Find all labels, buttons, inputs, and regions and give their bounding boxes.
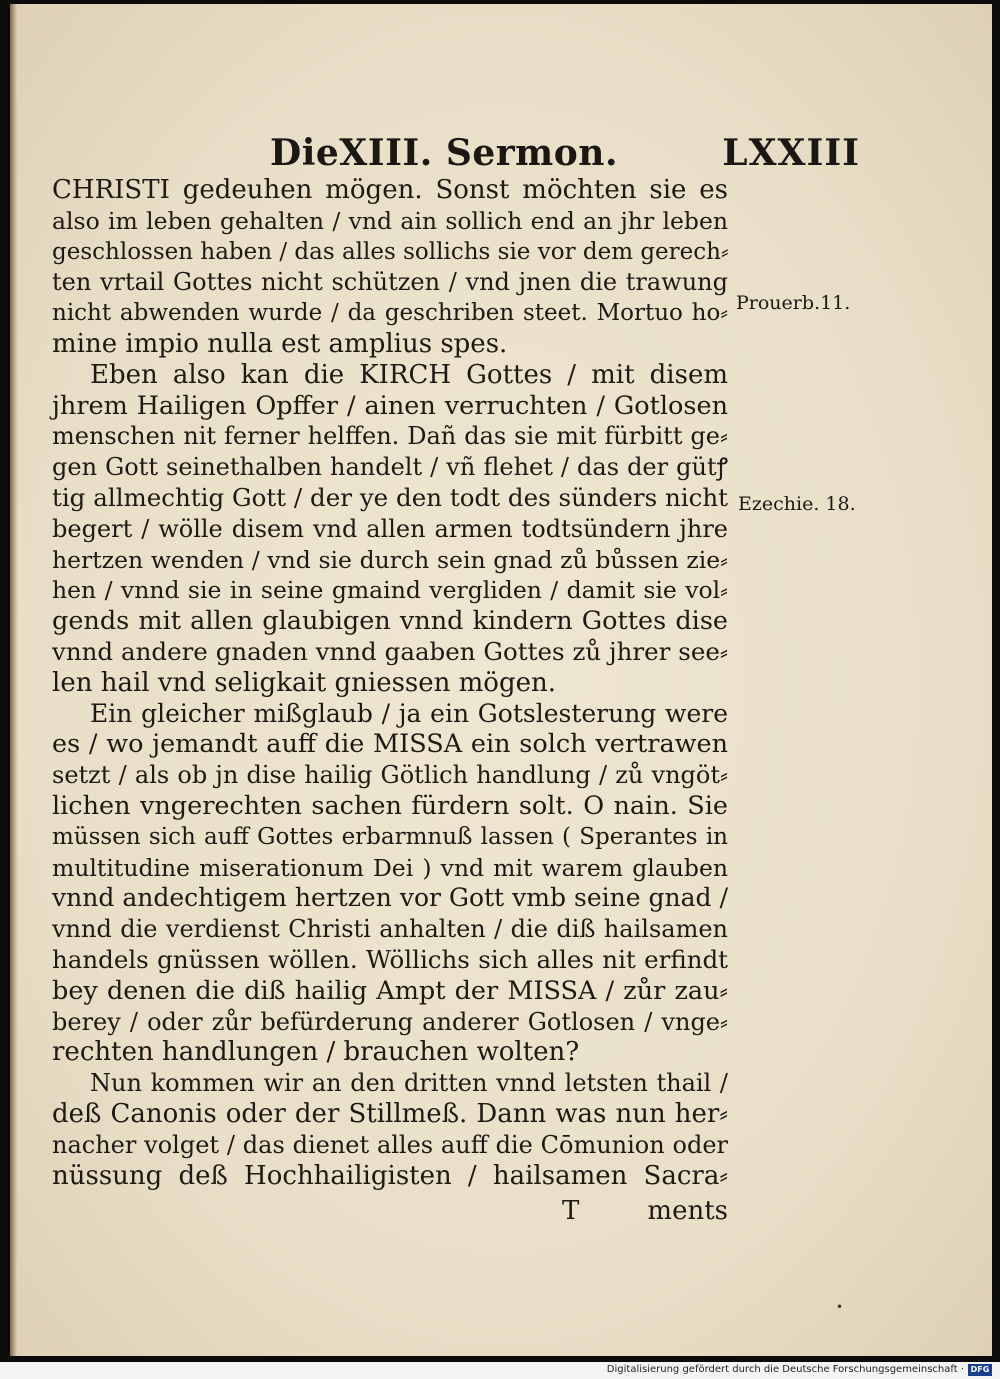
- text-line: begert / wölle disem vnd allen armen todtsündern jhre: [52, 514, 728, 543]
- text-line: mine impio nulla est amplius spes.: [52, 328, 508, 359]
- text-line: lichen vngerechten sachen fürdern solt. O nain. Sie: [52, 790, 728, 821]
- text-line: rechten handlungen / brauchen wolten?: [52, 1037, 580, 1068]
- text-line: müssen sich auff Gottes erbarmnuß lassen ( Sperantes in: [52, 823, 728, 850]
- catchword: ments: [647, 1196, 728, 1226]
- signature-mark: T: [562, 1196, 580, 1226]
- margin-note-ezechiel: Ezechie. 18.: [738, 493, 856, 515]
- running-title: DieXIII. Sermon.: [270, 132, 618, 174]
- text-line: hen / vnnd sie in seine gmaind vergliden / damit sie vol⸗: [52, 576, 728, 605]
- page-header: [270, 132, 860, 172]
- text-line: geschlossen haben / das alles sollichs sie vor dem gerech⸗: [52, 238, 729, 265]
- text-line: nacher volget / das dienet alles auff die Cōmunion oder: [52, 1130, 728, 1159]
- text-line: handels gnüssen wöllen. Wöllichs sich alles nit erfindt: [52, 944, 728, 974]
- text-line: also im leben gehalten / vnd ain sollich end an jhr leben: [52, 206, 728, 235]
- text-line: berey / oder zůr befürderung anderer Gotlosen / vnge⸗: [52, 1007, 728, 1036]
- text-line: setzt / als ob jn dise hailig Götlich handlung / zů vngöt⸗: [52, 761, 728, 790]
- text-line: hertzen wenden / vnd sie durch sein gnad zů bůssen zie⸗: [52, 545, 728, 574]
- margin-note-proverbs: Prouerb.11.: [736, 292, 851, 314]
- text-line: jhrem Hailigen Opffer / ainen verruchten / Gotlosen: [52, 390, 728, 421]
- text-line: CHRISTI gedeuhen mögen. Sonst möchten sie es: [52, 175, 728, 205]
- ink-speck: •: [836, 1300, 844, 1314]
- text-line: deß Canonis oder der Stillmeß. Dann was nun her⸗: [52, 1098, 728, 1129]
- text-line: Eben also kan die KIRCH Gottes / mit disem: [90, 359, 728, 390]
- text-line: vnnd die verdienst Christi anhalten / die diß hailsamen: [52, 915, 728, 944]
- text-line: multitudine miserationum Dei ) vnd mit warem glauben: [52, 853, 728, 882]
- text-line: Ein gleicher mißglaub / ja ein Gotslesterung were: [90, 698, 728, 728]
- text-line: nicht abwenden wurde / da geschriben steet. Mortuo ho⸗: [52, 300, 728, 327]
- text-line: len hail vnd seligkait gniessen mögen.: [52, 667, 557, 698]
- text-line: vnnd andere gnaden vnnd gaaben Gottes zů jhrer see⸗: [52, 636, 728, 666]
- dfg-logo-icon[interactable]: DFG: [968, 1364, 992, 1376]
- text-line: es / wo jemandt auff die MISSA ein solch vertrawen: [52, 729, 728, 760]
- text-line: tig allmechtig Gott / der ye den todt des sünders nicht: [52, 482, 728, 512]
- main-text: [52, 175, 728, 1191]
- folio-number: LXXIII: [722, 132, 860, 174]
- catchline: [548, 1196, 728, 1228]
- text-line: gen Gott seinethalben handelt / vñ flehet / das der gütꝭ: [52, 453, 728, 482]
- text-line: bey denen die diß hailig Ampt der MISSA / zůr zau⸗: [52, 975, 728, 1006]
- footer-credit: Digitalisierung gefördert durch die Deutsche Forschungsgemeinschaft ·: [606, 1364, 964, 1375]
- page-binding-edge: [10, 4, 18, 1356]
- text-line: vnnd andechtigem hertzen vor Gott vmb seine gnad /: [52, 883, 728, 913]
- text-line: nüssung deß Hochhailigisten / hailsamen Sacra⸗: [52, 1160, 728, 1191]
- text-line: ten vrtail Gottes nicht schützen / vnd jnen die trawung: [52, 268, 728, 297]
- text-line: menschen nit ferner helffen. Dañ das sie mit fürbitt ge⸗: [52, 422, 728, 451]
- text-line: Nun kommen wir an den dritten vnnd letsten thail /: [90, 1069, 728, 1098]
- text-line: gends mit allen glaubigen vnnd kindern Gottes dise: [52, 606, 728, 637]
